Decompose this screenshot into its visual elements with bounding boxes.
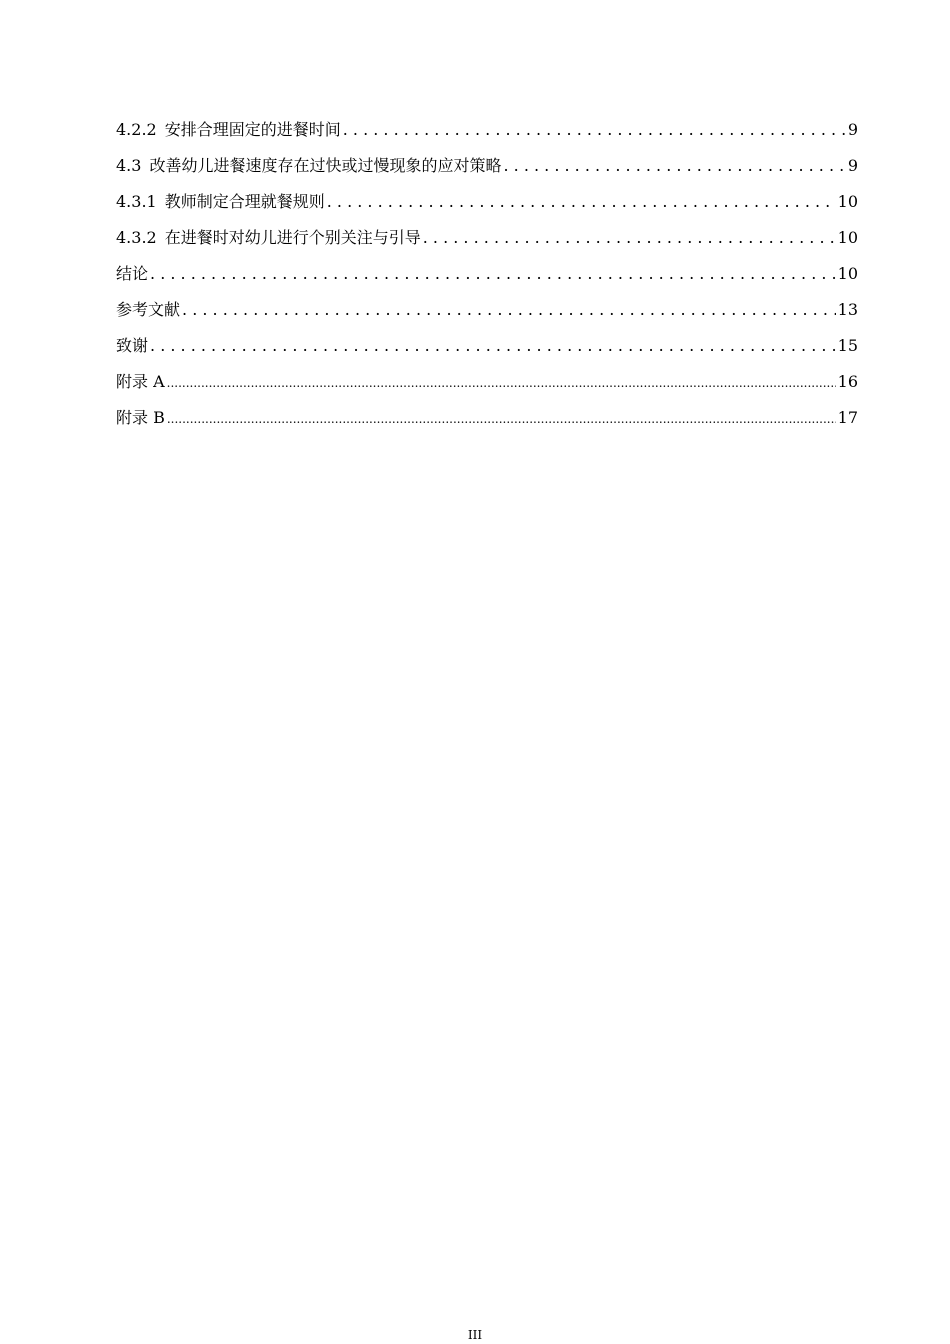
toc-entry-conclusion[interactable] <box>116 262 858 298</box>
toc-entry-title: 教师制定合理就餐规则 <box>164 192 325 211</box>
toc-entry-page: 9 <box>847 156 858 175</box>
toc-entry-title: 安排合理固定的进餐时间 <box>164 120 341 139</box>
toc-entry-page: 10 <box>837 264 858 283</box>
toc-entry-4-2-2[interactable] <box>116 118 858 154</box>
toc-entry-4-3[interactable] <box>116 154 858 190</box>
toc-entry-page: 17 <box>837 408 858 427</box>
page-number-footer: III <box>467 1328 483 1342</box>
toc-dot-leader <box>150 262 836 286</box>
toc-dot-leader <box>423 226 836 250</box>
toc-entry-4-3-2[interactable] <box>116 226 858 262</box>
toc-entry-number: 4.3.1 <box>116 192 157 211</box>
toc-entry-4-3-1[interactable] <box>116 190 858 226</box>
toc-entry-title: 附录 B <box>116 408 165 427</box>
table-of-contents <box>116 118 858 442</box>
toc-dot-leader <box>167 370 836 395</box>
toc-dot-leader <box>343 118 846 142</box>
toc-entry-page: 13 <box>837 300 858 319</box>
toc-entry-page: 15 <box>837 336 858 355</box>
toc-entry-appendix-a[interactable] <box>116 370 858 406</box>
toc-entry-title: 致谢 <box>116 336 149 355</box>
toc-entry-title: 在进餐时对幼儿进行个别关注与引导 <box>164 228 421 247</box>
toc-dot-leader <box>182 298 836 322</box>
toc-entry-references[interactable] <box>116 298 858 334</box>
toc-dot-leader <box>503 154 845 178</box>
toc-entry-number: 4.3.2 <box>116 228 157 247</box>
toc-entry-number: 4.3 <box>116 156 142 175</box>
toc-entry-title: 结论 <box>116 264 149 283</box>
toc-entry-page: 10 <box>837 192 858 211</box>
toc-entry-acknowledgements[interactable] <box>116 334 858 370</box>
toc-entry-appendix-b[interactable] <box>116 406 858 442</box>
toc-dot-leader <box>150 334 836 358</box>
toc-dot-leader <box>327 190 836 214</box>
toc-entry-number: 4.2.2 <box>116 120 157 139</box>
toc-entry-title: 改善幼儿进餐速度存在过快或过慢现象的应对策略 <box>149 156 502 175</box>
toc-entry-page: 16 <box>837 372 858 391</box>
toc-dot-leader <box>167 406 836 431</box>
toc-entry-title: 附录 A <box>116 372 165 391</box>
toc-entry-title: 参考文献 <box>116 300 181 319</box>
toc-entry-page: 9 <box>847 120 858 139</box>
toc-entry-page: 10 <box>837 228 858 247</box>
